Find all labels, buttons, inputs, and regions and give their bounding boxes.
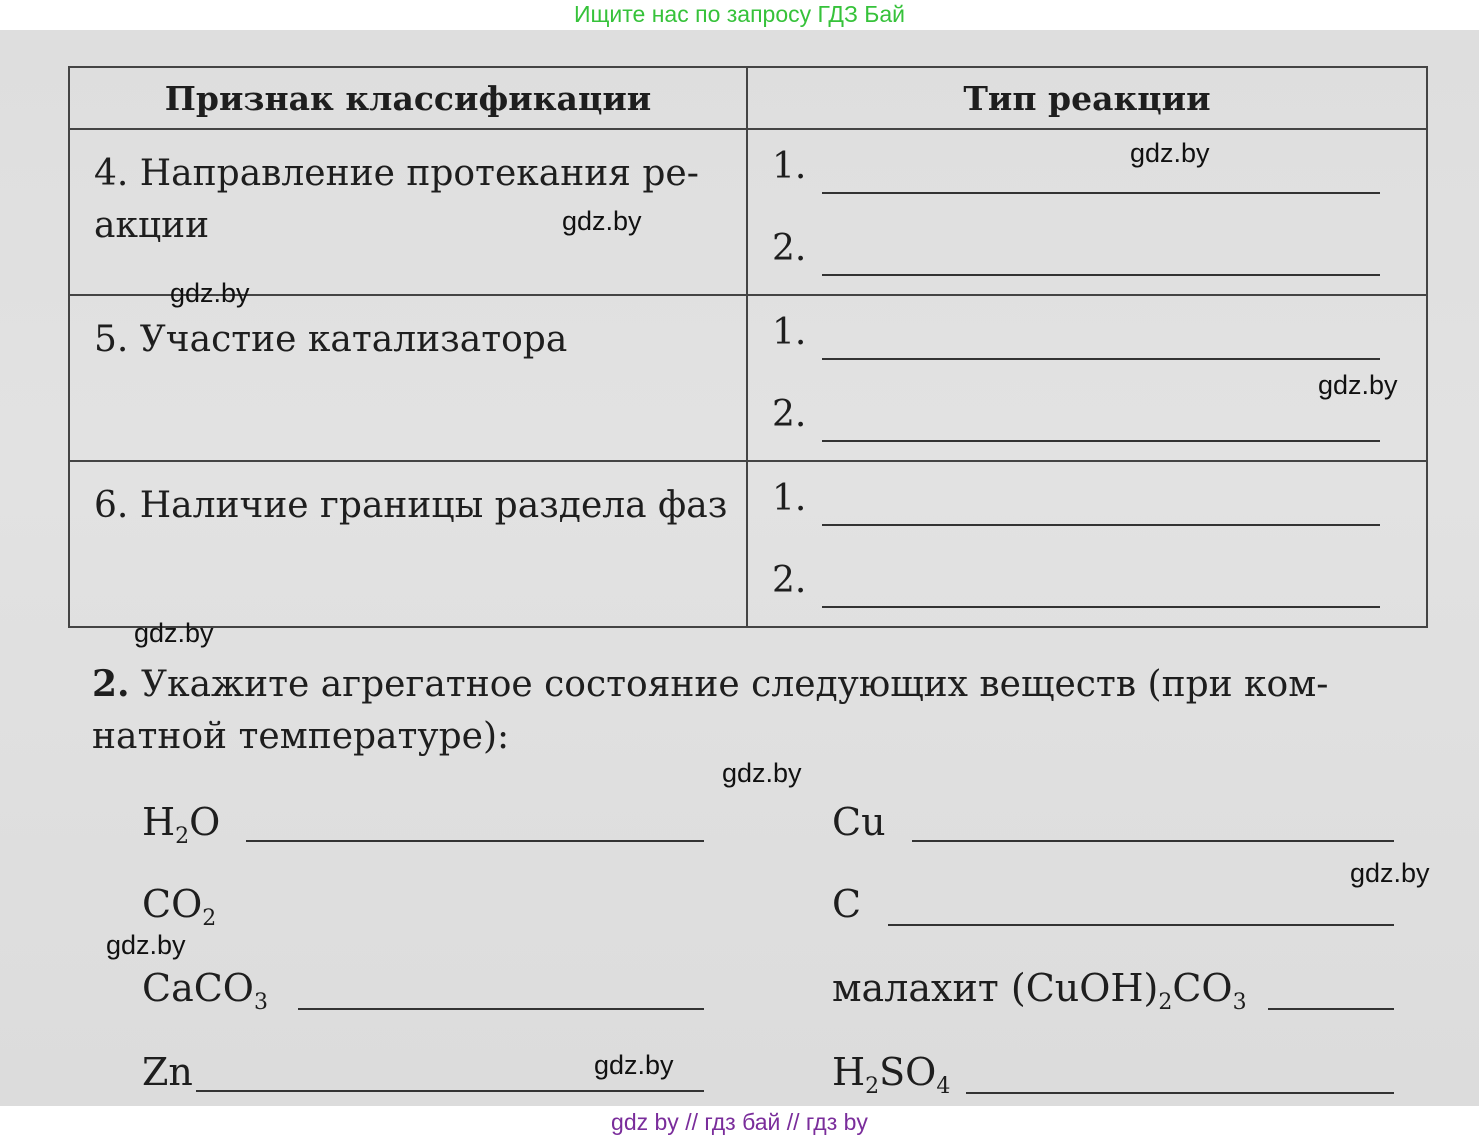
answer-line[interactable] xyxy=(748,130,1426,212)
formula-subscript: 4 xyxy=(936,1074,951,1099)
answer-line[interactable] xyxy=(748,462,1426,544)
watermark: gdz.by xyxy=(1318,370,1398,400)
answer-line-malachite[interactable] xyxy=(1268,1008,1394,1010)
header-type: Тип реакции xyxy=(747,67,1427,129)
formula-part: CaCO xyxy=(142,966,254,1010)
substance-h2o xyxy=(142,800,220,859)
answer-number: 1. xyxy=(772,478,807,519)
sign-text: 6. Наличие границы раздела фаз xyxy=(94,485,728,526)
formula-part: C xyxy=(832,882,862,926)
answer-number: 2. xyxy=(772,228,807,269)
watermark: gdz.by xyxy=(106,930,186,960)
answer-line-caco3[interactable] xyxy=(298,1008,704,1010)
bottom-banner: gdz by // гдз бай // гдз by xyxy=(0,1106,1479,1140)
sign-cell xyxy=(69,129,747,295)
answer-number: 1. xyxy=(772,146,807,187)
sign-cell xyxy=(69,461,747,627)
answer-number: 2. xyxy=(772,560,807,601)
substance-malachite xyxy=(832,966,1247,1025)
formula-part: Zn xyxy=(142,1050,193,1094)
watermark: gdz.by xyxy=(562,206,642,236)
answer-line-zn[interactable] xyxy=(196,1090,704,1092)
table-row xyxy=(69,295,1427,461)
sign-text: 4. Направление протекания ре-акции xyxy=(94,153,699,246)
formula-part: H xyxy=(142,800,176,844)
answer-line[interactable] xyxy=(748,296,1426,378)
watermark: gdz.by xyxy=(1350,858,1430,888)
task-number: 2. xyxy=(92,663,130,705)
formula-part: O xyxy=(189,800,221,844)
substance-caco3 xyxy=(142,966,268,1025)
formula-part: SO xyxy=(879,1050,937,1094)
formula-part: H xyxy=(832,1050,866,1094)
substance-h2so4 xyxy=(832,1050,950,1106)
top-banner: Ищите нас по запросу ГДЗ Бай xyxy=(573,1,906,27)
answer-underline xyxy=(822,274,1380,276)
answer-underline xyxy=(822,524,1380,526)
formula-subscript: 2 xyxy=(865,1074,880,1099)
type-cell xyxy=(747,129,1427,295)
substance-c xyxy=(832,882,861,926)
sign-text: 5. Участие катализатора xyxy=(94,319,568,360)
answer-number: 2. xyxy=(772,394,807,435)
watermark: gdz.by xyxy=(134,618,214,648)
answer-line-h2so4[interactable] xyxy=(966,1092,1394,1094)
table-row xyxy=(69,461,1427,627)
watermark: gdz.by xyxy=(722,758,802,788)
watermark: gdz.by xyxy=(1130,138,1210,168)
watermark: gdz.by xyxy=(170,278,250,308)
answer-line-h2o[interactable] xyxy=(246,840,704,842)
formula-subscript: 3 xyxy=(1232,990,1247,1015)
substance-cu xyxy=(832,800,886,844)
table-row xyxy=(69,129,1427,295)
formula-subscript: 3 xyxy=(253,990,268,1015)
textbook-page xyxy=(0,30,1479,1106)
answer-underline xyxy=(822,606,1380,608)
sign-cell xyxy=(69,295,747,461)
answer-line[interactable] xyxy=(748,544,1426,626)
task-2 xyxy=(92,658,1422,763)
substance-zn xyxy=(142,1050,193,1094)
task-text: Укажите агрегатное состояние следующих веществ (при ком-натной температуре): xyxy=(92,664,1329,757)
classification-table xyxy=(68,66,1428,628)
answer-line[interactable] xyxy=(748,212,1426,294)
answer-line-cu[interactable] xyxy=(912,840,1394,842)
answer-underline xyxy=(822,192,1380,194)
formula-part: Cu xyxy=(832,800,886,844)
watermark: gdz.by xyxy=(594,1050,674,1080)
formula-subscript: 2 xyxy=(175,824,190,849)
formula-part: CO xyxy=(142,882,203,926)
type-cell xyxy=(747,461,1427,627)
answer-underline xyxy=(822,358,1380,360)
answer-line-c[interactable] xyxy=(888,924,1394,926)
formula-part: CO xyxy=(1172,966,1233,1010)
formula-subscript: 2 xyxy=(202,906,217,931)
header-sign: Признак классификации xyxy=(69,67,747,129)
formula-subscript: 2 xyxy=(1158,990,1173,1015)
answer-number: 1. xyxy=(772,312,807,353)
answer-underline xyxy=(822,440,1380,442)
table-header-row xyxy=(69,67,1427,129)
formula-part: малахит (CuOH) xyxy=(832,966,1159,1010)
